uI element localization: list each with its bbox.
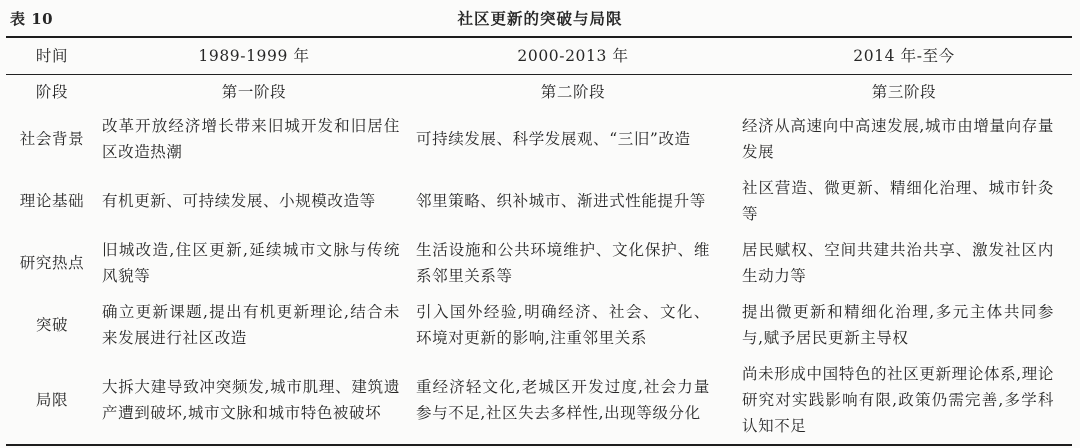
row-label: 阶段 bbox=[35, 82, 69, 101]
table-cell: 重经济轻文化,老城区开发过度,社会力量参与不足,社区失去多样性,出现等级分化 bbox=[416, 378, 710, 422]
row-label: 突破 bbox=[35, 316, 69, 334]
table-row-research-hotspots bbox=[6, 232, 1072, 294]
table-row-theoretical-basis bbox=[6, 170, 1072, 232]
header-period-3: 2014 年-至今 bbox=[853, 47, 955, 65]
table-header-row bbox=[6, 38, 1072, 75]
table-cell: 改革开放经济增长带来旧城开发和旧居住区改造热潮 bbox=[102, 117, 400, 161]
table-cell: 有机更新、可持续发展、小规模改造等 bbox=[102, 192, 376, 210]
table-cell: 第三阶段 bbox=[871, 82, 937, 101]
table-row-social-background bbox=[6, 108, 1072, 170]
table-cell: 提出微更新和精细化治理,多元主体共同参与,赋予居民更新主导权 bbox=[742, 303, 1054, 347]
row-label: 研究热点 bbox=[19, 254, 85, 272]
table-cell: 第一阶段 bbox=[221, 82, 287, 101]
table-title: 社区更新的突破与局限 bbox=[457, 9, 623, 28]
table-cell: 邻里策略、织补城市、渐进式性能提升等 bbox=[416, 192, 706, 210]
table-cell: 尚未形成中国特色的社区更新理论体系,理论研究对实践影响有限,政策仍需完善,多学科认知不足 bbox=[742, 365, 1054, 435]
row-label: 理论基础 bbox=[19, 192, 85, 210]
table-row-phase bbox=[6, 75, 1072, 108]
header-period-1: 1989-1999 年 bbox=[198, 47, 310, 65]
table-cell: 引入国外经验,明确经济、社会、文化、环境对更新的影响,注重邻里关系 bbox=[416, 303, 710, 347]
header-time-label: 时间 bbox=[35, 47, 69, 65]
table-cell: 居民赋权、空间共建共治共享、激发社区内生动力等 bbox=[742, 241, 1054, 285]
table-cell: 大拆大建导致冲突频发,城市肌理、建筑遗产遭到破坏,城市文脉和城市特色被破坏 bbox=[102, 378, 400, 422]
table-caption bbox=[0, 0, 1080, 36]
table-cell: 第二阶段 bbox=[540, 82, 606, 101]
table-cell: 旧城改造,住区更新,延续城市文脉与传统风貌等 bbox=[102, 241, 400, 285]
table-cell: 生活设施和公共环境维护、文化保护、维系邻里关系等 bbox=[416, 241, 710, 285]
row-label: 社会背景 bbox=[19, 130, 85, 148]
table-row-breakthroughs bbox=[6, 294, 1072, 356]
table-number: 表 10 bbox=[10, 9, 54, 28]
table-cell: 确立更新课题,提出有机更新理论,结合未来发展进行社区改造 bbox=[102, 303, 400, 347]
table-row-limitations bbox=[6, 356, 1072, 444]
table bbox=[6, 36, 1072, 446]
header-period-2: 2000-2013 年 bbox=[517, 47, 629, 65]
table-cell: 可持续发展、科学发展观、“三旧”改造 bbox=[416, 130, 691, 148]
table-cell: 经济从高速向中高速发展,城市由增量向存量发展 bbox=[742, 117, 1054, 161]
table-cell: 社区营造、微更新、精细化治理、城市针灸等 bbox=[742, 179, 1054, 223]
row-label: 局限 bbox=[35, 391, 69, 409]
